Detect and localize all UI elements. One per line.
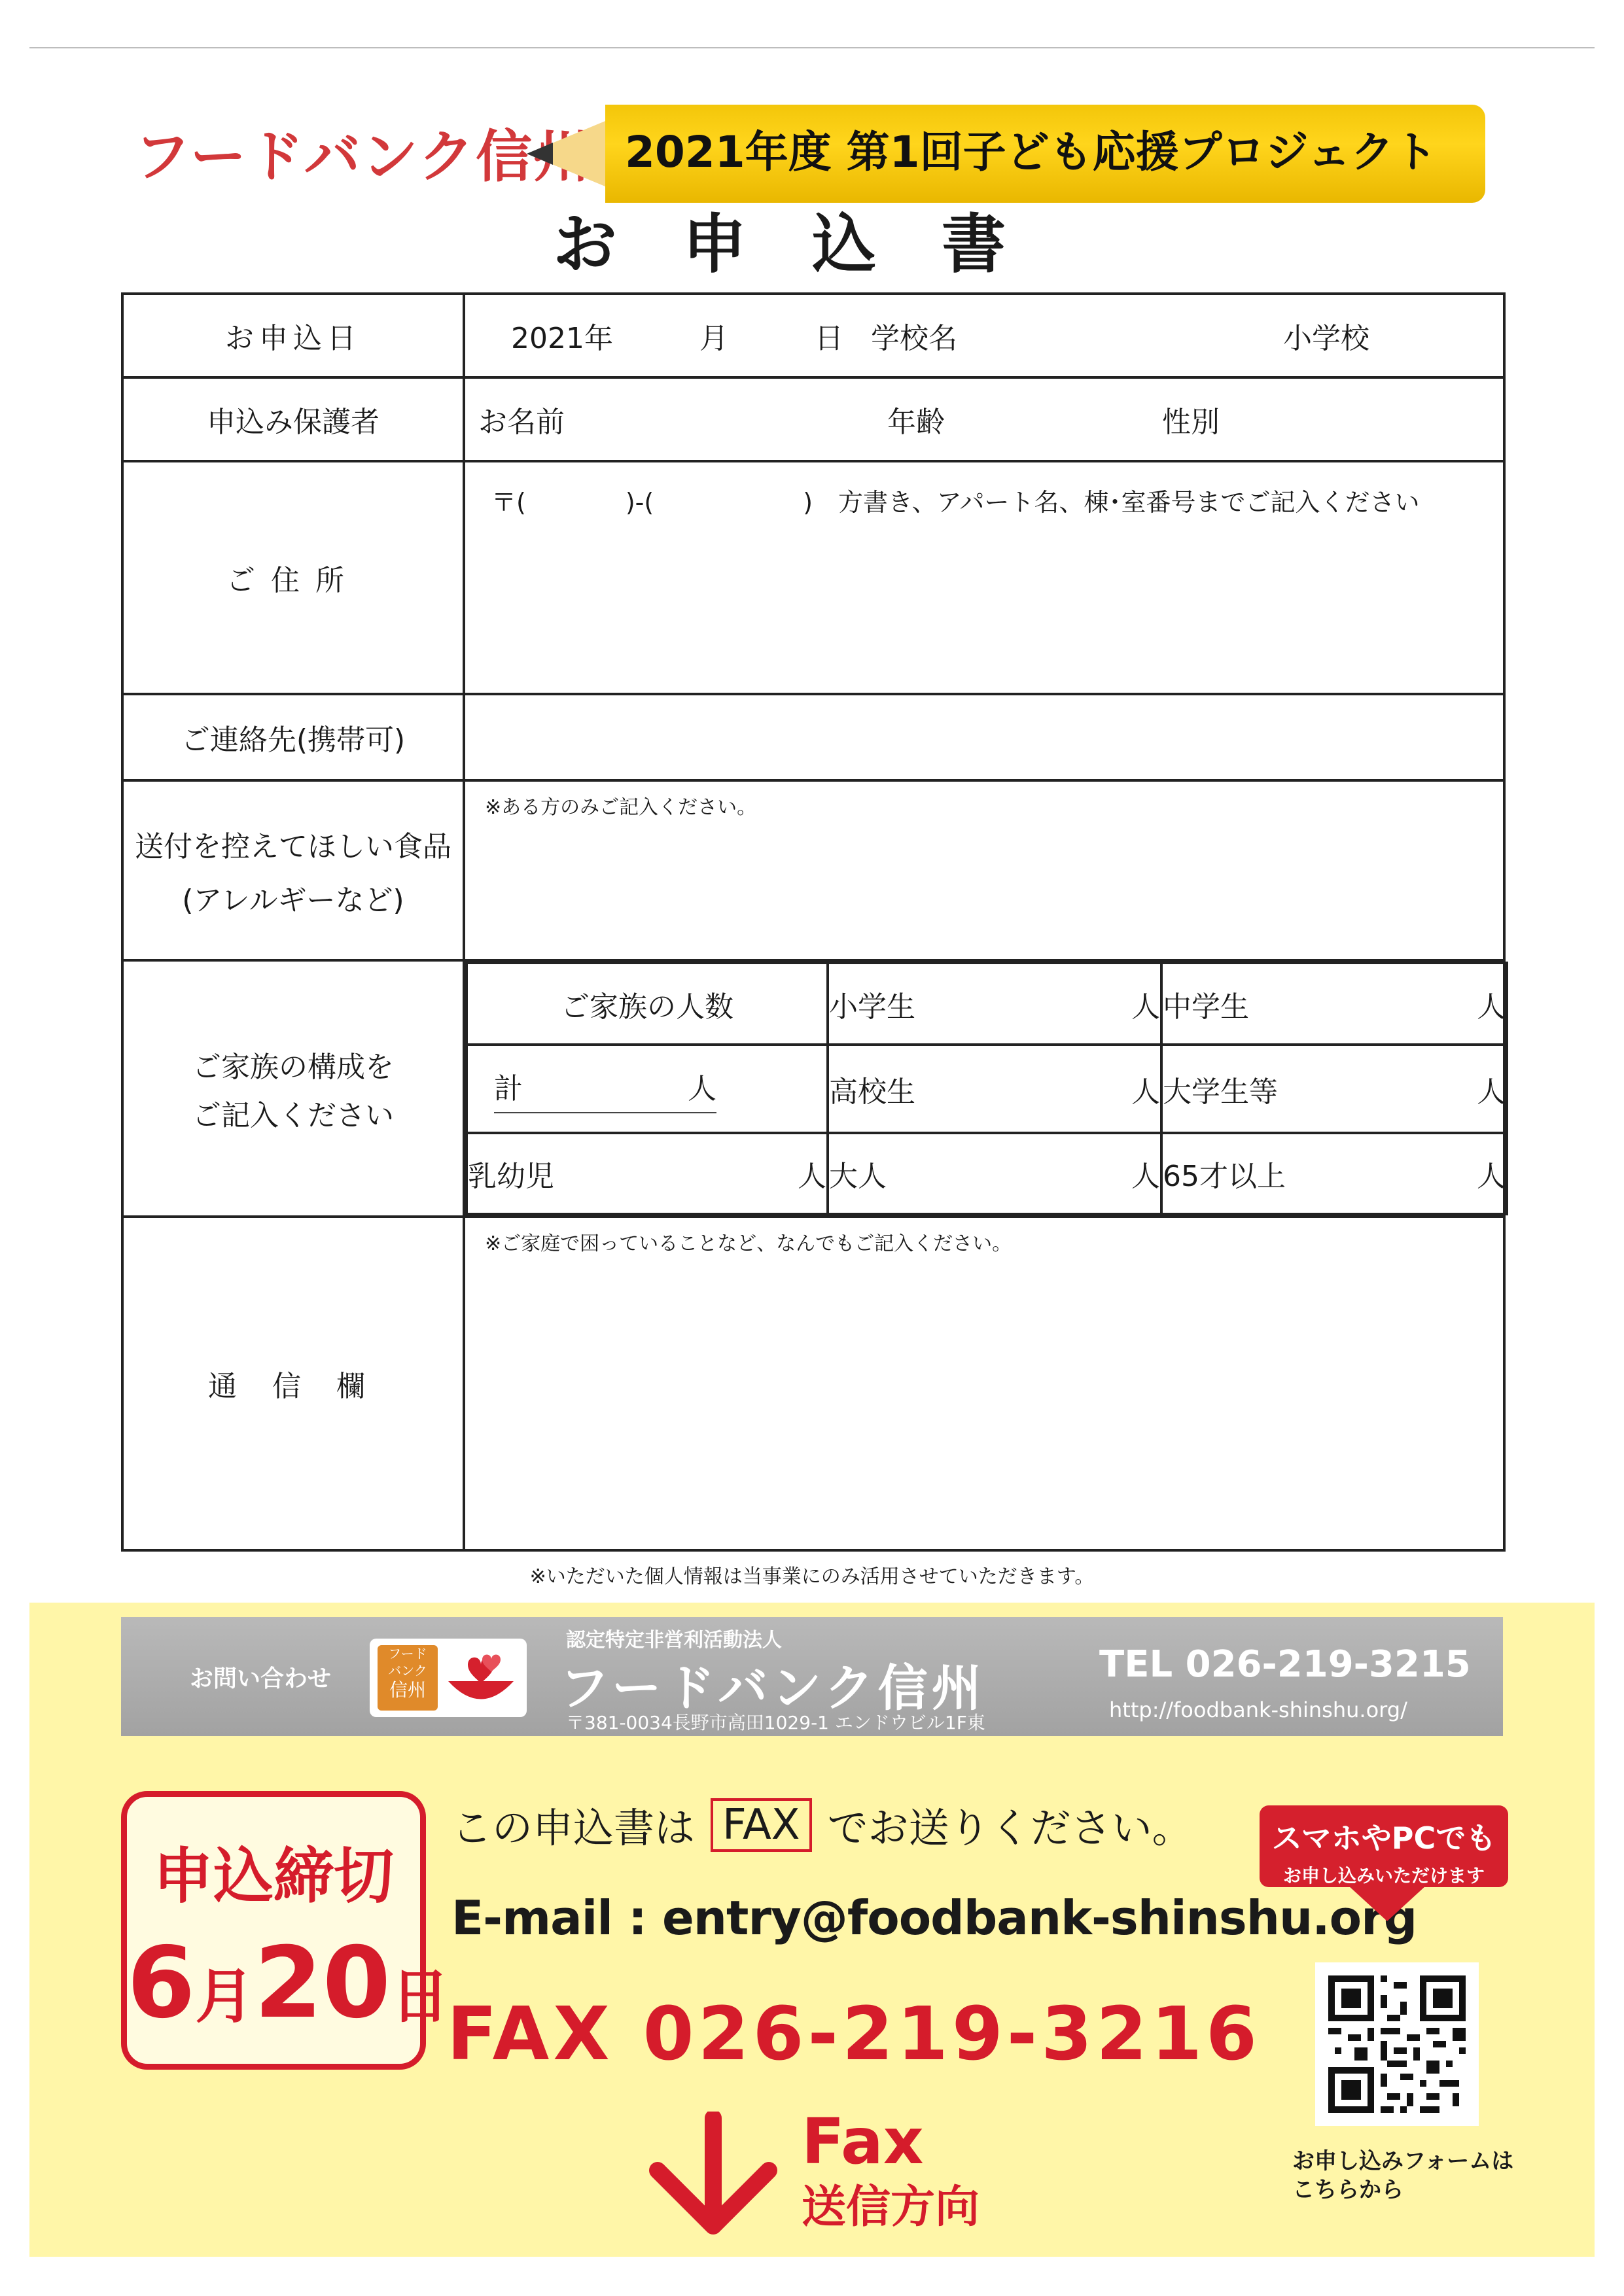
senior-cell[interactable] [1161,1133,1507,1214]
deadline-date [127,1926,450,2040]
form-title: お申込書 [552,207,1071,282]
total-label: 計 [494,1071,523,1105]
online-tag [1260,1805,1508,1887]
row-guardian [122,377,1504,461]
deadline-box [121,1791,450,2070]
down-arrow-icon [644,2112,782,2236]
date-text: 2021年 月 日 [511,322,843,355]
elementary-label: 小学生 [829,990,915,1024]
food-hint: ※ある方のみご記入ください。 [485,796,757,819]
family-grid [465,962,1508,1215]
unit-label: 人 [1477,1160,1506,1193]
food-input[interactable] [464,780,1504,960]
communication-label: 通 信 欄 [122,1217,464,1550]
send-prefix: この申込書は [451,1804,696,1852]
deadline-day: 20 [254,1926,391,2040]
online-tag-line1: スマホやPCでも [1271,1820,1496,1856]
row-date-school [122,294,1504,377]
adult-cell[interactable] [828,1133,1161,1214]
family-label-line2: ご記入ください [192,1099,394,1132]
row-food [122,780,1504,960]
school-suffix: 小学校 [1283,322,1369,355]
inquiry-label: お問い合わせ [190,1665,332,1692]
elementary-cell[interactable] [828,963,1161,1045]
qr-code-icon[interactable] [1315,1962,1479,2126]
brand-logo-text: フードバンク信州 [134,124,591,190]
row-family [122,960,1504,1217]
contact-label: ご連絡先(携帯可) [122,694,464,780]
heart-bowl-icon [442,1645,520,1711]
food-label-line1: 送付を控えてほしい食品 [135,829,451,863]
communication-input[interactable] [464,1217,1504,1550]
deadline-day-unit: 日 [391,1962,450,2031]
org-name: フードバンク信州 [559,1659,985,1717]
high-school-cell[interactable] [828,1045,1161,1133]
school-label: 学校名 [871,322,957,355]
fax-direction-label: 送信方向 [802,2182,980,2233]
privacy-note: ※いただいた個人情報は当事業にのみ活用させていただきます。 [529,1565,1095,1588]
unit-label: 人 [798,1160,826,1193]
date-school-cell[interactable] [464,294,1504,377]
foodbank-logo [370,1639,527,1717]
age-label: 年齢 [887,406,945,439]
university-label: 大学生等 [1163,1075,1278,1109]
top-divider [29,47,1595,48]
send-instruction [451,1796,1193,1854]
send-suffix: でお送りください。 [827,1804,1193,1852]
project-banner-title: 2021年度 第1回子ども応援プロジェクト [625,127,1438,177]
deadline-month-unit: 月 [195,1962,255,2031]
junior-high-label: 中学生 [1163,990,1249,1024]
name-label: お名前 [478,406,565,439]
row-communication [122,1217,1504,1550]
pencil-lead [527,143,553,165]
logo-text-block [378,1645,438,1711]
online-tag-line2: お申し込みいただけます [1282,1865,1485,1887]
adult-label: 大人 [829,1160,887,1193]
application-form [121,292,1506,1552]
guardian-label: 申込み保護者 [122,377,464,461]
family-grid-cell [464,960,1504,1217]
contact-input[interactable] [464,694,1504,780]
gender-label: 性別 [1162,406,1220,439]
send-fax-box: FAX [711,1798,812,1852]
high-school-label: 高校生 [829,1075,915,1109]
family-label [122,960,464,1217]
communication-hint: ※ご家庭で困っていることなど、なんでもご記入ください。 [485,1232,1012,1255]
org-address: 〒381-0034長野市高田1029-1 エンドウビル1F東 [566,1712,985,1733]
logo-text-line3: 信州 [389,1679,426,1701]
row-contact [122,694,1504,780]
logo-text-line1: フード [388,1646,427,1661]
org-type: 認定特定非営利活動法人 [566,1629,782,1652]
deadline-label: 申込締切 [152,1841,394,1911]
unit-label: 人 [1131,1075,1160,1109]
postal-template: 〒( )-( ) [491,488,813,517]
infant-cell[interactable] [467,1133,828,1214]
row-address [122,461,1504,694]
address-hint: 方書き、アパート名、棟･室番号までご記入ください [838,488,1420,517]
logo-text-line2: バンク [388,1663,427,1679]
food-label [122,780,464,960]
senior-label: 65才以上 [1163,1160,1286,1193]
email-address[interactable]: E-mail : entry@foodbank-shinshu.org [451,1890,1417,1945]
food-label-line2: (アレルギーなど) [182,883,404,917]
guardian-cell[interactable] [464,377,1504,461]
total-cell[interactable] [467,1045,828,1133]
address-cell[interactable] [464,461,1504,694]
tel-number: TEL 026-219-3215 [1099,1643,1471,1686]
junior-high-cell[interactable] [1161,963,1507,1045]
unit-label: 人 [688,1071,716,1105]
unit-label: 人 [1477,1075,1506,1109]
fax-number: FAX 026-219-3216 [447,1992,1261,2077]
infant-label: 乳幼児 [468,1160,554,1193]
qr-caption-line2: こちらから [1292,2177,1403,2203]
unit-label: 人 [1131,1160,1160,1193]
deadline-month: 6 [127,1926,196,2040]
online-tag-arrow [1348,1885,1426,1921]
qr-caption [1292,2147,1513,2204]
fax-direction-title: Fax [802,2105,924,2178]
date-label: お申込日 [122,294,464,377]
unit-label: 人 [1477,990,1506,1024]
website-url[interactable]: http://foodbank-shinshu.org/ [1109,1697,1407,1722]
family-label-line1: ご家族の構成を [192,1051,394,1084]
qr-caption-line1: お申し込みフォームは [1292,2148,1514,2174]
address-label: ご住所 [122,461,464,694]
family-count-label: ご家族の人数 [467,963,828,1045]
university-cell[interactable] [1161,1045,1507,1133]
unit-label: 人 [1131,990,1160,1024]
